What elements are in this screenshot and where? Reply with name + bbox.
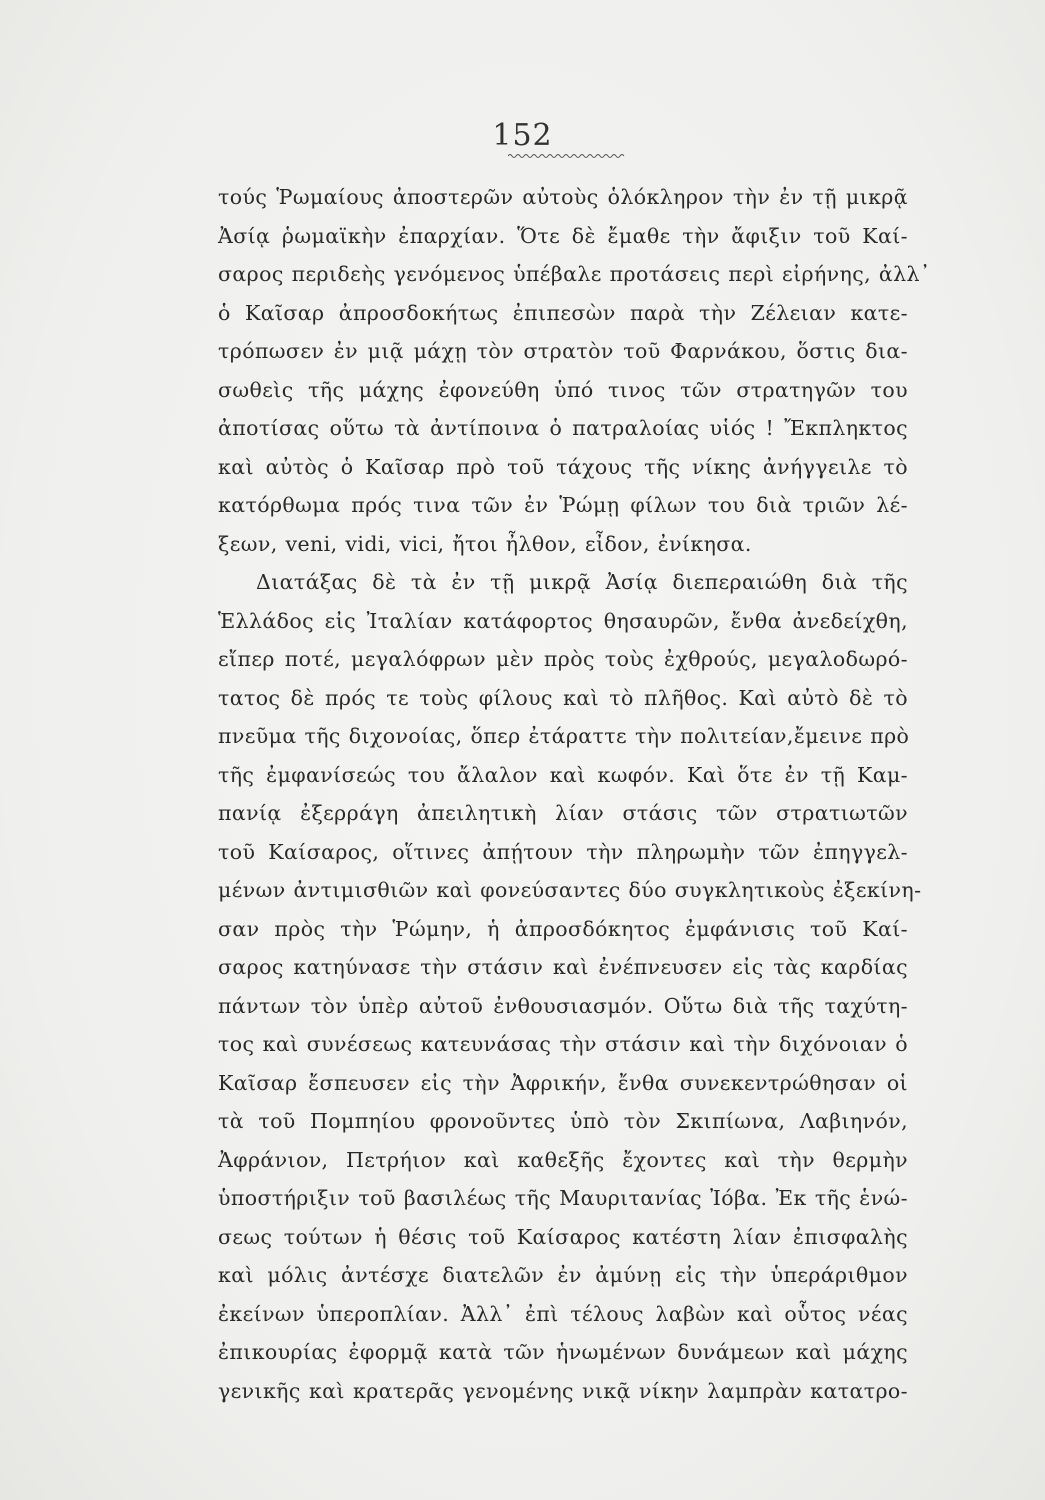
text-line: γενικῆς καὶ κρατερᾶς γενομένης νικᾷ νίκην λαμπρὰν κατατρο- bbox=[218, 1378, 908, 1403]
text-line: πανίᾳ ἐξερράγη ἀπειλητικὴ λίαν στάσις τῶν στρατιωτῶν bbox=[218, 801, 908, 825]
text-line: πνεῦμα τῆς διχονοίας, ὅπερ ἐτάραττε τὴν πολιτείαν,ἔμεινε πρὸ bbox=[218, 724, 910, 748]
text-line: σαρος κατηύνασε τὴν στάσιν καὶ ἐνέπνευσεν εἰς τὰς καρδίας bbox=[218, 955, 908, 979]
text-line: Καῖσαρ ἔσπευσεν εἰς τὴν Ἀφρικήν, ἔνθα συνεκεντρώθησαν οἱ bbox=[218, 1070, 908, 1095]
text-line: τῆς ἐμφανίσεώς του ἄλαλον καὶ κωφόν. Καὶ ὅτε ἐν τῇ Καμ- bbox=[218, 762, 908, 787]
text-line: τὰ τοῦ Πομπηίου φρονοῦντες ὑπὸ τὸν Σκιπίωνα, Λαβιηνόν, bbox=[218, 1109, 908, 1133]
text-line: τούς Ῥωμαίους ἀποστερῶν αὐτοὺς ὁλόκληρον τὴν ἐν τῇ μικρᾷ bbox=[218, 185, 908, 209]
paragraph bbox=[218, 178, 931, 563]
text-line: εἴπερ ποτέ, μεγαλόφρων μὲν πρὸς τοὺς ἐχθρούς, μεγαλοδωρό- bbox=[218, 647, 908, 671]
body-text bbox=[218, 178, 931, 1410]
text-line: σωθεὶς τῆς μάχης ἐφονεύθη ὑπό τινος τῶν στρατηγῶν του bbox=[218, 377, 908, 402]
text-line: σεως τούτων ἡ θέσις τοῦ Καίσαρος κατέστη λίαν ἐπισφαλὴς bbox=[218, 1224, 908, 1249]
text-line: ἀποτίσας οὕτω τὰ ἀντίποινα ὁ πατραλοίας υἱός ! Ἔκπληκτος bbox=[218, 416, 908, 440]
text-line: ἐκείνων ὑπεροπλίαν. Ἀλλ᾽ ἐπὶ τέλους λαβὼν καὶ οὗτος νέας bbox=[218, 1301, 908, 1326]
text-line: καὶ αὐτὸς ὁ Καῖσαρ πρὸ τοῦ τάχους τῆς νίκης ἀνήγγειλε τὸ bbox=[218, 454, 908, 479]
text-line: πάντων τὸν ὑπὲρ αὐτοῦ ἐνθουσιασμόν. Οὕτω διὰ τῆς ταχύτη- bbox=[218, 993, 908, 1018]
text-line: καὶ μόλις ἀντέσχε διατελῶν ἐν ἀμύνῃ εἰς τὴν ὑπεράριθμον bbox=[218, 1263, 908, 1287]
text-line: Ἀσίᾳ ῥωμαϊκὴν ἐπαρχίαν. Ὅτε δὲ ἔμαθε τὴν ἄφιξιν τοῦ Καί- bbox=[218, 223, 908, 248]
text-line: τος καὶ συνέσεως κατευνάσας τὴν στάσιν καὶ τὴν διχόνοιαν ὁ bbox=[218, 1032, 908, 1056]
text-line: ἐπικουρίας ἐφορμᾷ κατὰ τῶν ἡνωμένων δυνάμεων καὶ μάχης bbox=[218, 1340, 908, 1364]
text-line: ξεων, veni, vidi, vici, ἤτοι ἦλθον, εἶδον, ἐνίκησα. bbox=[218, 531, 752, 556]
page-number: 152 bbox=[492, 118, 553, 153]
text-line: τοῦ Καίσαρος, οἵτινες ἀπῄτουν τὴν πληρωμὴν τῶν ἐπηγγελ- bbox=[218, 839, 908, 864]
text-line: κατόρθωμα πρός τινα τῶν ἐν Ῥώμῃ φίλων του διὰ τριῶν λέ- bbox=[218, 493, 908, 517]
text-line: ὑποστήριξιν τοῦ βασιλέως τῆς Μαυριτανίας Ἰόβα. Ἐκ τῆς ἑνώ- bbox=[218, 1186, 908, 1210]
text-line: σαν πρὸς τὴν Ῥώμην, ἡ ἀπροσδόκητος ἐμφάνισις τοῦ Καί- bbox=[218, 916, 908, 941]
text-line: τατος δὲ πρός τε τοὺς φίλους καὶ τὸ πλῆθος. Καὶ αὐτὸ δὲ τὸ bbox=[218, 685, 908, 710]
text-line: σαρος περιδεὴς γενόμενος ὑπέβαλε προτάσεις περὶ εἰρήνης, ἀλλ᾽ bbox=[218, 262, 931, 286]
paragraph bbox=[218, 563, 922, 1410]
wavy-rule-ornament bbox=[508, 152, 626, 160]
text-line: Ἑλλάδος εἰς Ἰταλίαν κατάφορτος θησαυρῶν, ἔνθα ἀνεδείχθη, bbox=[218, 608, 908, 633]
text-line: Ἀφράνιον, Πετρήιον καὶ καθεξῆς ἔχοντες καὶ τὴν θερμὴν bbox=[218, 1147, 908, 1172]
text-line: ὁ Καῖσαρ ἀπροσδοκήτως ἐπιπεσὼν παρὰ τὴν Ζέλειαν κατε- bbox=[218, 300, 908, 325]
text-line: τρόπωσεν ἐν μιᾷ μάχῃ τὸν στρατὸν τοῦ Φαρνάκου, ὅστις δια- bbox=[218, 339, 908, 363]
text-line: μένων ἀντιμισθιῶν καὶ φονεύσαντες δύο συγκλητικοὺς ἐξεκίνη- bbox=[218, 878, 922, 902]
text-line: Διατάξας δὲ τὰ ἐν τῇ μικρᾷ Ἀσίᾳ διεπεραιώθη διὰ τῆς bbox=[256, 570, 908, 594]
